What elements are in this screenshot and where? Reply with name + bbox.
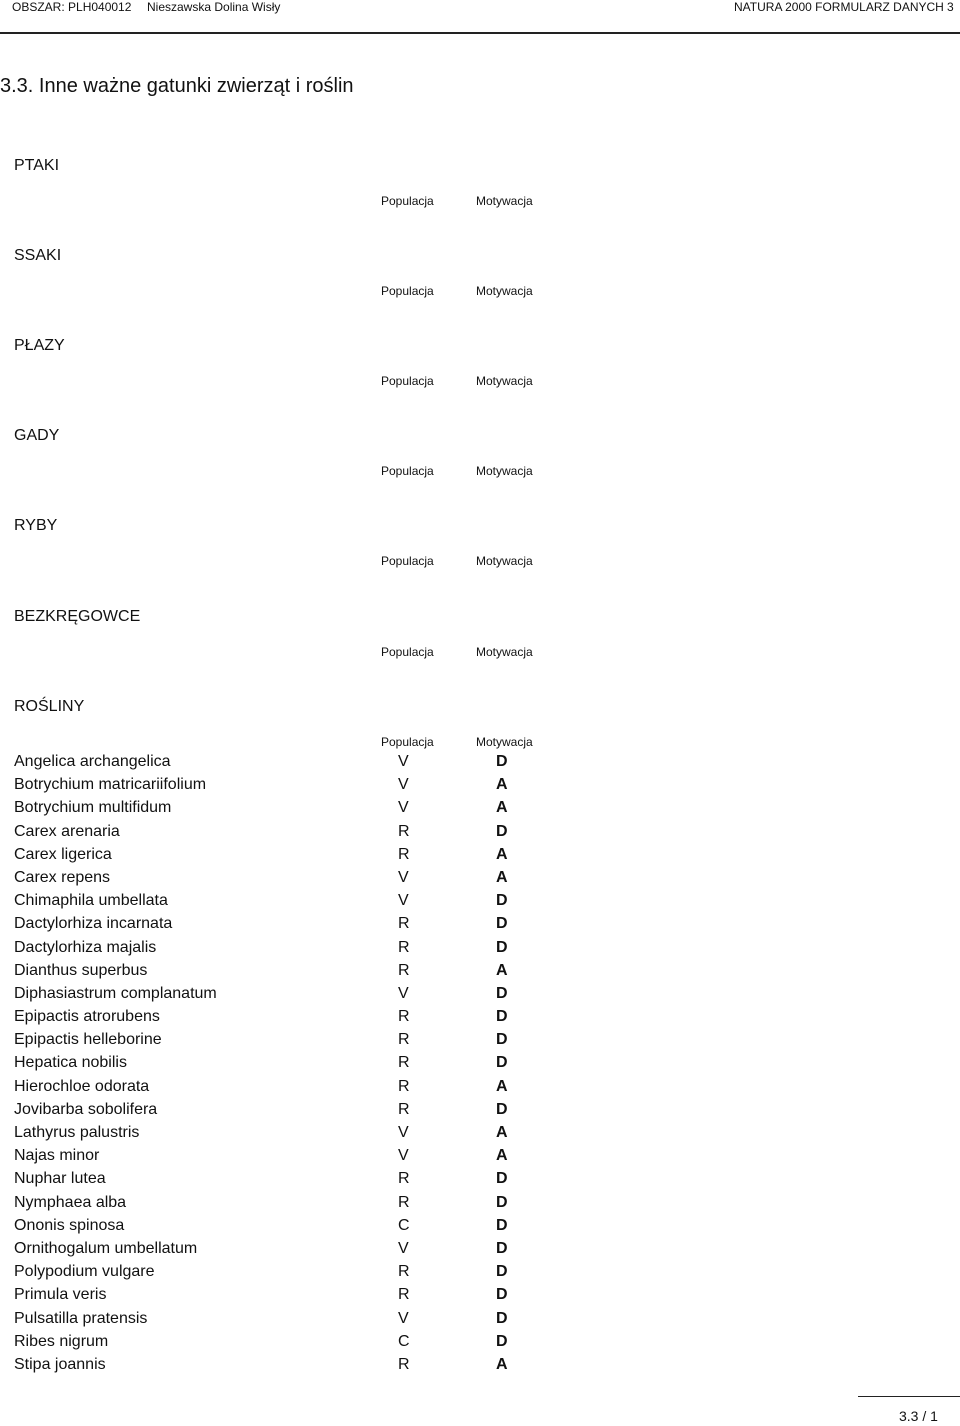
population-value: R <box>398 1355 410 1373</box>
species-name: Diphasiastrum complanatum <box>14 984 217 1002</box>
area-code: OBSZAR: PLH040012 <box>12 0 132 14</box>
column-header-motivation: Motywacja <box>476 735 533 749</box>
table-row <box>0 1262 960 1285</box>
population-value: R <box>398 845 410 863</box>
table-row <box>0 1030 960 1053</box>
column-header-population: Populacja <box>381 645 434 659</box>
species-name: Botrychium multifidum <box>14 799 172 817</box>
motivation-value: D <box>496 1054 508 1072</box>
population-value: R <box>398 1031 410 1049</box>
species-name: Nuphar lutea <box>14 1170 106 1188</box>
table-row <box>0 914 960 937</box>
section-title: ROŚLINY <box>14 698 85 715</box>
species-name: Pulsatilla pratensis <box>14 1309 148 1327</box>
table-row <box>0 775 960 798</box>
motivation-value: A <box>496 868 508 886</box>
species-name: Epipactis helleborine <box>14 1031 162 1049</box>
population-value: V <box>398 1147 409 1165</box>
table-row <box>0 1053 960 1076</box>
column-header-motivation: Motywacja <box>476 194 533 208</box>
table-row <box>0 891 960 914</box>
motivation-value: A <box>496 776 508 794</box>
table-row <box>0 1309 960 1332</box>
species-name: Hepatica nobilis <box>14 1054 127 1072</box>
species-name: Ononis spinosa <box>14 1216 125 1234</box>
motivation-value: D <box>496 892 508 910</box>
table-row <box>0 822 960 845</box>
motivation-value: D <box>496 915 508 933</box>
population-value: C <box>398 1332 410 1350</box>
population-value: R <box>398 822 410 840</box>
motivation-value: A <box>496 961 508 979</box>
table-row <box>0 1077 960 1100</box>
form-name: NATURA 2000 FORMULARZ DANYCH <box>734 0 944 14</box>
column-header-population: Populacja <box>381 735 434 749</box>
motivation-value: A <box>496 845 508 863</box>
column-header-population: Populacja <box>381 194 434 208</box>
motivation-value: A <box>496 1124 508 1141</box>
population-value: V <box>398 1124 409 1141</box>
species-name: Angelica archangelica <box>14 753 171 770</box>
species-name: Nymphaea alba <box>14 1193 127 1211</box>
species-name: Stipa joannis <box>14 1355 106 1373</box>
motivation-value: D <box>496 1309 508 1327</box>
motivation-value: D <box>496 1008 508 1026</box>
table-row <box>0 1216 960 1239</box>
table-row <box>0 1169 960 1192</box>
section-title: PŁAZY <box>14 337 65 354</box>
table-row <box>0 1123 960 1146</box>
population-value: V <box>398 892 409 910</box>
table-row <box>0 938 960 961</box>
page-header <box>0 0 960 34</box>
species-name: Carex arenaria <box>14 822 120 840</box>
species-name: Epipactis atrorubens <box>14 1008 160 1026</box>
section-title: RYBY <box>14 517 58 534</box>
column-header-population: Populacja <box>381 554 434 568</box>
footer-page-ref: 3.3 / 1 <box>899 1408 938 1424</box>
species-name: Carex ligerica <box>14 845 112 863</box>
population-value: R <box>398 1077 410 1095</box>
motivation-value: A <box>496 1147 508 1165</box>
column-header-motivation: Motywacja <box>476 554 533 568</box>
population-value: R <box>398 1008 410 1026</box>
species-name: Lathyrus palustris <box>14 1124 140 1141</box>
motivation-value: D <box>496 822 508 840</box>
population-value: R <box>398 938 410 956</box>
population-value: V <box>398 1239 409 1257</box>
population-value: R <box>398 1054 410 1072</box>
table-row <box>0 868 960 891</box>
header-page-number: 3 <box>947 0 954 14</box>
section-title: GADY <box>14 427 60 444</box>
population-value: V <box>398 753 409 770</box>
species-name: Dianthus superbus <box>14 961 148 979</box>
species-name: Chimaphila umbellata <box>14 892 168 910</box>
motivation-value: A <box>496 1077 508 1095</box>
table-row <box>0 1193 960 1216</box>
table-row <box>0 845 960 868</box>
column-header-motivation: Motywacja <box>476 645 533 659</box>
column-header-motivation: Motywacja <box>476 464 533 478</box>
footer-divider <box>858 1396 960 1397</box>
motivation-value: D <box>496 1286 508 1304</box>
population-value: V <box>398 868 409 886</box>
species-name: Polypodium vulgare <box>14 1263 155 1281</box>
population-value: R <box>398 961 410 979</box>
species-name: Najas minor <box>14 1147 100 1165</box>
table-row <box>0 752 960 775</box>
population-value: R <box>398 915 410 933</box>
motivation-value: D <box>496 1100 508 1118</box>
motivation-value: D <box>496 938 508 956</box>
population-value: V <box>398 1309 409 1327</box>
section-title: BEZKRĘGOWCE <box>14 608 141 625</box>
population-value: R <box>398 1193 410 1211</box>
motivation-value: D <box>496 1239 508 1257</box>
table-row <box>0 1239 960 1262</box>
section-title: PTAKI <box>14 157 60 174</box>
table-row <box>0 1007 960 1030</box>
species-name: Hierochloe odorata <box>14 1077 150 1095</box>
population-value: R <box>398 1286 410 1304</box>
motivation-value: D <box>496 1031 508 1049</box>
species-name: Jovibarba sobolifera <box>14 1100 158 1118</box>
table-row <box>0 1100 960 1123</box>
motivation-value: D <box>496 1193 508 1211</box>
table-row <box>0 1332 960 1355</box>
population-value: R <box>398 1170 410 1188</box>
population-value: R <box>398 1263 410 1281</box>
motivation-value: D <box>496 984 508 1002</box>
section-title: SSAKI <box>14 247 62 264</box>
species-name: Dactylorhiza majalis <box>14 938 157 956</box>
motivation-value: D <box>496 753 508 770</box>
plant-species-list <box>0 752 960 1378</box>
motivation-value: A <box>496 799 508 817</box>
column-header-motivation: Motywacja <box>476 284 533 298</box>
column-header-population: Populacja <box>381 464 434 478</box>
column-header-motivation: Motywacja <box>476 374 533 388</box>
table-row <box>0 984 960 1007</box>
species-name: Botrychium matricariifolium <box>14 776 207 794</box>
table-row <box>0 1285 960 1308</box>
species-name: Carex repens <box>14 868 111 886</box>
motivation-value: D <box>496 1170 508 1188</box>
area-name: Nieszawska Dolina Wisły <box>147 0 281 14</box>
column-header-population: Populacja <box>381 374 434 388</box>
population-value: V <box>398 776 409 794</box>
species-name: Ribes nigrum <box>14 1332 109 1350</box>
motivation-value: D <box>496 1332 508 1350</box>
column-header-population: Populacja <box>381 284 434 298</box>
species-name: Ornithogalum umbellatum <box>14 1239 198 1257</box>
population-value: V <box>398 984 409 1002</box>
table-row <box>0 961 960 984</box>
table-row <box>0 1146 960 1169</box>
table-row <box>0 1355 960 1378</box>
table-row <box>0 798 960 821</box>
population-value: V <box>398 799 409 817</box>
motivation-value: D <box>496 1216 508 1234</box>
population-value: R <box>398 1100 410 1118</box>
population-value: C <box>398 1216 410 1234</box>
motivation-value: D <box>496 1263 508 1281</box>
page-title: 3.3. Inne ważne gatunki zwierząt i roślin <box>0 75 354 97</box>
species-name: Dactylorhiza incarnata <box>14 915 173 933</box>
motivation-value: A <box>496 1355 508 1373</box>
species-name: Primula veris <box>14 1286 107 1304</box>
